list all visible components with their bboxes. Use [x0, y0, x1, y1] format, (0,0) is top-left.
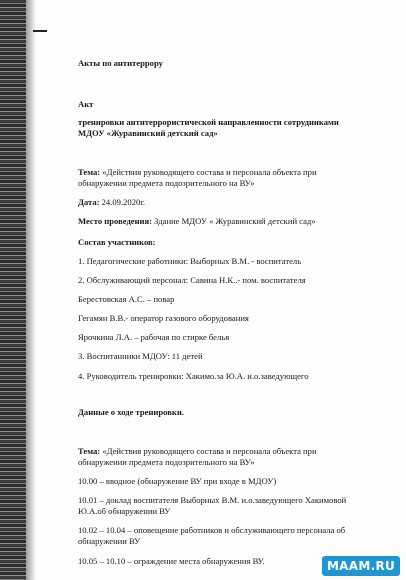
- timeline-item: 10.00 – вводное (обнаружение ВУ при входе в МДОУ): [78, 476, 277, 486]
- timeline-item: 10.02 – 10.04 – оповещение работников и обслуживающего персонала об: [78, 525, 346, 535]
- date-label: Дата:: [78, 197, 100, 207]
- place-label: Место проведения:: [78, 216, 153, 226]
- date-value: 24.09.2020г.: [99, 197, 146, 207]
- timeline-item: 10.05 – 10.10 – ограждение места обнаружения ВУ.: [78, 556, 265, 566]
- date-line: [78, 197, 145, 208]
- participant-item: 1. Педагогические работники: Выборных В.М. - воспитатель: [78, 256, 302, 266]
- participant-item: 2. Обслуживающий персонал: Савина Н.К..- пом. воспитателя: [78, 275, 306, 285]
- topic2-line-2: обнаружении предмета подозрительного на ВУ»: [78, 457, 255, 467]
- topic-label: Тема:: [78, 167, 101, 177]
- progress-heading: Данные о ходе тренировки.: [78, 407, 184, 417]
- document-heading: Акты по антитеррору: [78, 58, 163, 68]
- act-title: Акт: [78, 99, 94, 109]
- topic-line-1: [78, 167, 317, 178]
- topic2-label: Тема:: [78, 446, 101, 456]
- place-value: Здание МДОУ « Журавинский детский сад»: [152, 216, 316, 226]
- place-line: [78, 216, 316, 227]
- participant-item: Ярочкина Л.А. – рабочая по стирке белья: [78, 332, 230, 342]
- participant-item: Гегамян В.В.- оператор газового оборудования: [78, 313, 249, 323]
- topic2-text-1: «Действия руководящего состава и персонала объекта при: [100, 446, 317, 456]
- maam-watermark-logo: MAAM.RU: [322, 556, 400, 576]
- topic2-line-1: [78, 446, 317, 457]
- scan-shadow-fade: [26, 0, 36, 580]
- act-subtitle-line-1: тренировки антитеррористической направленности сотрудниками: [78, 117, 339, 127]
- participants-label: Состав участников:: [78, 237, 156, 247]
- topic-line-2: обнаружении предмета подозрительного на ВУ»: [78, 178, 255, 188]
- participant-item: 3. Воспитанники МДОУ: 11 детей: [78, 351, 203, 361]
- timeline-item: Ю.А.об обнаружении ВУ: [78, 506, 171, 516]
- timeline-item: обнаружении ВУ: [78, 536, 141, 546]
- timeline-item: 10.01 – доклад воспитателя Выборных В.М. и.о.заведующего Хакимовой: [78, 495, 347, 505]
- act-subtitle-line-2: МДОУ «Журавинский детский сад»: [78, 128, 218, 138]
- participant-item: Берестовская А.С. – повар: [78, 294, 175, 304]
- scan-mark: [33, 30, 47, 32]
- participant-item: 4. Руководитель тренировки: Хакимо.за Ю.А. и.о.заведующего: [78, 371, 309, 381]
- topic-text-1: «Действия руководящего состава и персонала объекта при: [100, 167, 317, 177]
- scan-shadow-edge: [0, 0, 26, 580]
